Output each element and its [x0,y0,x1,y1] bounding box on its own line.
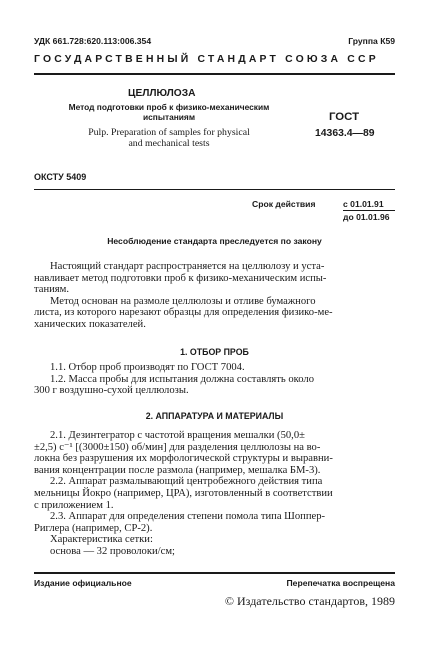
udk-code: УДК 661.728:620.113:006.354 [34,36,152,46]
group-code: Группа К59 [348,36,395,46]
text-line: ханических показателей. [34,318,146,330]
document-title: ЦЕЛЛЮЛОЗА [128,88,196,99]
title-english [34,127,304,149]
footer-rule [34,572,395,574]
gost-number: 14363.4—89 [315,128,375,139]
section-1-text [34,362,395,397]
text-line: Характеристика сетки: [50,534,153,546]
section-2-heading: 2. АППАРАТУРА И МАТЕРИАЛЫ [145,411,284,421]
validity-to: до 01.01.96 [343,212,390,222]
title-rule [34,189,395,190]
validity-from: с 01.01.91 [343,199,384,209]
text-line: 2.3. Аппарат для определения степени помола типа Шоппер- [50,511,326,523]
text-line: листа, из которого нарезают образцы для определения физико-ме- [34,307,333,319]
title-russian-line-1: Метод подготовки проб к физико-механическим [68,102,270,112]
text-line: Настоящий стандарт распространяется на целлюлозу и уста- [50,261,325,272]
text-line: Риглера (например, СР-2). [34,522,153,534]
organization-title: ГОСУДАРСТВЕННЫЙ СТАНДАРТ СОЮЗА ССР [34,54,379,65]
section-2-text [34,430,395,558]
header-rule [34,73,395,75]
text-line: 300 г воздушно-сухой целлюлозы. [34,385,189,397]
text-line: 1.1. Отбор проб производят по ГОСТ 7004. [50,362,245,373]
edition-label: Издание официальное [34,578,132,588]
title-english-line-1: Pulp. Preparation of samples for physical [88,127,250,138]
copyright-notice: © Издательство стандартов, 1989 [224,594,395,608]
title-english-line-2: and mechanical tests [128,138,210,149]
title-russian-line-2: испытаниям [142,111,196,122]
text-line: основа — 32 проволоки/см; [50,545,175,557]
text-line: локна без разрушения их морфологической структуры и выравни- [34,453,333,465]
text-line: вания концентрации после размола (например, мешалка БМ-3). [34,464,321,476]
text-line: таниям. [34,284,70,296]
reprint-notice: Перепечатка воспрещена [286,578,395,588]
text-line: 2.2. Аппарат размалывающий центробежного действия типа [50,476,323,488]
validity-underline [343,210,395,211]
text-line: ±2,5) с⁻¹ [(3000±150) об/мин] для разделения целлюлозы на во- [34,441,321,453]
intro-text [34,261,395,331]
title-russian [34,103,304,122]
section-1-heading: 1. ОТБОР ПРОБ [180,347,249,357]
text-line: Метод основан на размоле целлюлозы и отливе бумажного [50,295,316,307]
text-line: навливает метод подготовки проб к физико-механическим испы- [34,272,327,284]
gost-label: ГОСТ [329,111,360,123]
legal-notice: Несоблюдение стандарта преследуется по закону [107,236,322,246]
text-line: с приложением 1. [34,499,114,511]
okstu-code: ОКСТУ 5409 [34,172,87,182]
text-line: 1.2. Масса пробы для испытания должна составлять около [50,373,315,385]
text-line: 2.1. Дезинтегратор с частотой вращения мешалки (50,0± [50,430,305,441]
text-line: мельницы Йокро (например, ЦРА), изготовленный в соответствии [34,487,333,499]
validity-label: Срок действия [252,199,316,209]
